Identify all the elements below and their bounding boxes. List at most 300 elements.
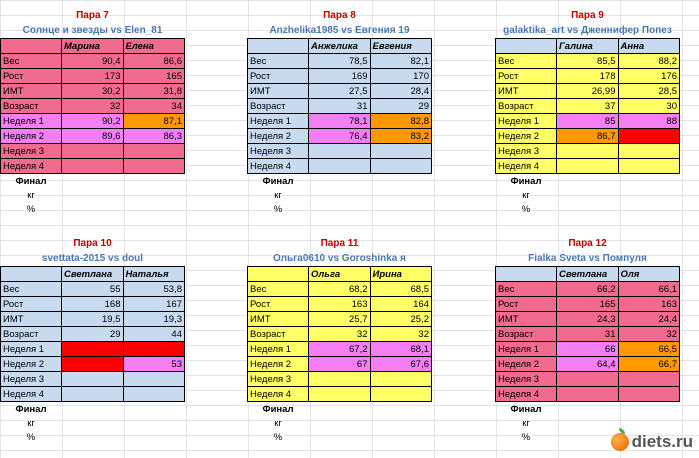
table-header-row: [1, 267, 185, 282]
diets-logo: [611, 432, 693, 452]
row-label[interactable]: Неделя 4: [496, 159, 557, 174]
final-label[interactable]: Финал: [510, 403, 542, 415]
row-label[interactable]: Неделя 1: [1, 114, 62, 129]
results-table: [0, 266, 185, 444]
pair-number: Пара 10: [73, 238, 112, 249]
value-cell-2[interactable]: 87,1: [123, 114, 185, 129]
value-cell-1[interactable]: [557, 159, 619, 174]
pair-block: [495, 8, 680, 216]
row-label[interactable]: Рост: [496, 297, 557, 312]
value-cell-1[interactable]: 163: [309, 297, 371, 312]
table-row: [248, 54, 432, 69]
row-label[interactable]: Рост: [1, 69, 62, 84]
participant-1-name[interactable]: Ольга: [309, 267, 371, 282]
row-label[interactable]: Неделя 2: [496, 357, 557, 372]
kg-label[interactable]: кг: [274, 189, 282, 201]
final-row: [1, 174, 185, 189]
participant-1-name[interactable]: Светлана: [62, 267, 124, 282]
table-row: [496, 297, 680, 312]
value-cell-1[interactable]: 85: [557, 114, 619, 129]
value-cell-2[interactable]: [370, 144, 432, 159]
percent-label[interactable]: %: [26, 431, 36, 443]
row-label[interactable]: ИМТ: [248, 312, 309, 327]
match-title: Солнце и звезды vs Elen_81: [22, 25, 163, 36]
kg-cell-2[interactable]: [618, 416, 680, 430]
table-row: [496, 327, 680, 342]
final-label[interactable]: Финал: [15, 175, 47, 187]
table-row: [1, 159, 185, 174]
value-cell-2[interactable]: [618, 372, 680, 387]
value-cell-1[interactable]: 90,4: [62, 54, 124, 69]
final-row: [496, 402, 680, 417]
value-cell-2[interactable]: 66,1: [618, 282, 680, 297]
row-label[interactable]: Неделя 3: [248, 144, 309, 159]
row-label[interactable]: Вес: [1, 282, 62, 297]
table-row: [496, 99, 680, 114]
final-cell-1[interactable]: [62, 174, 124, 189]
value-cell-2[interactable]: 32: [618, 327, 680, 342]
table-row: [496, 54, 680, 69]
row-label[interactable]: Возраст: [1, 327, 62, 342]
results-table: [495, 266, 680, 444]
final-label[interactable]: Финал: [262, 175, 294, 187]
table-header-row: [248, 267, 432, 282]
value-cell-2[interactable]: 88: [618, 114, 680, 129]
table-row: [1, 99, 185, 114]
value-cell-2[interactable]: 176: [618, 69, 680, 84]
row-label[interactable]: Рост: [1, 297, 62, 312]
value-cell-1[interactable]: 89,6: [62, 129, 124, 144]
value-cell-2[interactable]: 86,3: [123, 129, 185, 144]
row-label[interactable]: Неделя 3: [496, 372, 557, 387]
row-label[interactable]: Неделя 3: [496, 144, 557, 159]
value-cell-1[interactable]: 55: [62, 282, 124, 297]
value-cell-2[interactable]: [370, 372, 432, 387]
value-cell-2[interactable]: [123, 372, 185, 387]
participant-2-name[interactable]: Елена: [123, 39, 185, 54]
value-cell-1[interactable]: 90,2: [62, 114, 124, 129]
value-cell-2[interactable]: 88,2: [618, 54, 680, 69]
participant-2-name[interactable]: Наталья: [123, 267, 185, 282]
kg-row: [496, 416, 680, 430]
kg-label[interactable]: кг: [522, 189, 530, 201]
row-label[interactable]: Возраст: [496, 327, 557, 342]
value-cell-1[interactable]: [62, 387, 124, 402]
table-row: [496, 159, 680, 174]
kg-cell-2[interactable]: [123, 188, 185, 202]
participant-2-name[interactable]: Оля: [618, 267, 680, 282]
table-row: [1, 282, 185, 297]
row-label[interactable]: Неделя 4: [248, 387, 309, 402]
row-label[interactable]: Неделя 4: [248, 159, 309, 174]
value-cell-1[interactable]: [557, 387, 619, 402]
kg-row: [1, 188, 185, 202]
kg-label[interactable]: кг: [274, 417, 282, 429]
percent-cell-1[interactable]: [309, 202, 371, 216]
percent-cell-2[interactable]: [618, 202, 680, 216]
value-cell-2[interactable]: 31,8: [123, 84, 185, 99]
percent-row: [1, 430, 185, 444]
value-cell-1[interactable]: 29: [62, 327, 124, 342]
kg-cell-2[interactable]: [370, 416, 432, 430]
row-label[interactable]: Вес: [496, 54, 557, 69]
table-header-row: [1, 39, 185, 54]
value-cell-1[interactable]: 78,1: [309, 114, 371, 129]
value-cell-1[interactable]: 66,2: [557, 282, 619, 297]
value-cell-1[interactable]: 67,2: [309, 342, 371, 357]
value-cell-2[interactable]: [123, 387, 185, 402]
final-cell-2[interactable]: [123, 402, 185, 417]
pair-block: [0, 8, 185, 216]
value-cell-2[interactable]: [618, 129, 680, 144]
value-cell-1[interactable]: 66: [557, 342, 619, 357]
table-row: [248, 387, 432, 402]
pair-block: [247, 236, 432, 444]
percent-label[interactable]: %: [521, 203, 531, 215]
row-label[interactable]: ИМТ: [496, 84, 557, 99]
results-table: [247, 38, 432, 216]
value-cell-2[interactable]: 28,5: [618, 84, 680, 99]
value-cell-2[interactable]: 19,3: [123, 312, 185, 327]
value-cell-1[interactable]: 31: [309, 99, 371, 114]
percent-cell-1[interactable]: [557, 430, 619, 444]
participant-1-name[interactable]: Марина: [62, 39, 124, 54]
header-blank-cell[interactable]: [248, 39, 309, 54]
value-cell-1[interactable]: [62, 357, 124, 372]
value-cell-2[interactable]: 82,1: [370, 54, 432, 69]
final-row: [248, 174, 432, 189]
row-label[interactable]: Неделя 1: [496, 342, 557, 357]
percent-label[interactable]: %: [521, 431, 531, 443]
row-label[interactable]: Неделя 1: [496, 114, 557, 129]
final-cell-1[interactable]: [62, 402, 124, 417]
table-row: [1, 387, 185, 402]
value-cell-1[interactable]: 27,5: [309, 84, 371, 99]
row-label[interactable]: Неделя 2: [1, 357, 62, 372]
row-label[interactable]: Неделя 2: [248, 129, 309, 144]
table-row: [1, 357, 185, 372]
value-cell-1[interactable]: 173: [62, 69, 124, 84]
row-label[interactable]: Рост: [248, 297, 309, 312]
value-cell-2[interactable]: 82,8: [370, 114, 432, 129]
value-cell-2[interactable]: [123, 144, 185, 159]
participant-2-name[interactable]: Евгения: [370, 39, 432, 54]
row-label[interactable]: ИМТ: [1, 84, 62, 99]
kg-cell-1[interactable]: [557, 416, 619, 430]
pair-block: [0, 236, 185, 444]
pair-number: Пара 12: [568, 238, 607, 249]
row-label[interactable]: ИМТ: [1, 312, 62, 327]
final-cell-1[interactable]: [557, 402, 619, 417]
participant-1-name[interactable]: Галина: [557, 39, 619, 54]
final-cell-2[interactable]: [370, 402, 432, 417]
value-cell-1[interactable]: [557, 144, 619, 159]
table-row: [248, 114, 432, 129]
header-blank-cell[interactable]: [496, 39, 557, 54]
value-cell-2[interactable]: 29: [370, 99, 432, 114]
kg-cell-1[interactable]: [557, 188, 619, 202]
value-cell-1[interactable]: [62, 144, 124, 159]
kg-label[interactable]: кг: [27, 417, 35, 429]
table-row: [496, 69, 680, 84]
row-label[interactable]: Вес: [248, 282, 309, 297]
value-cell-2[interactable]: 170: [370, 69, 432, 84]
value-cell-2[interactable]: 32: [370, 327, 432, 342]
value-cell-2[interactable]: 34: [123, 99, 185, 114]
kg-cell-1[interactable]: [309, 188, 371, 202]
percent-cell-2[interactable]: [370, 430, 432, 444]
final-cell-2[interactable]: [123, 174, 185, 189]
table-row: [496, 357, 680, 372]
table-row: [496, 342, 680, 357]
table-header-row: [248, 39, 432, 54]
header-blank-cell[interactable]: [248, 267, 309, 282]
final-row: [1, 402, 185, 417]
row-label[interactable]: Неделя 4: [496, 387, 557, 402]
value-cell-1[interactable]: 31: [557, 327, 619, 342]
row-label[interactable]: Неделя 4: [1, 387, 62, 402]
row-label[interactable]: Неделя 1: [248, 114, 309, 129]
final-row: [496, 174, 680, 189]
row-label[interactable]: Возраст: [248, 99, 309, 114]
pair-number: Пара 9: [571, 10, 604, 21]
table-row: [248, 129, 432, 144]
percent-row: [1, 202, 185, 216]
final-cell-2[interactable]: [618, 402, 680, 417]
pair-number: Пара 8: [323, 10, 356, 21]
final-cell-2[interactable]: [618, 174, 680, 189]
percent-cell-1[interactable]: [557, 202, 619, 216]
match-title: Ольга0610 vs Goroshinka я: [273, 253, 406, 264]
value-cell-2[interactable]: 44: [123, 327, 185, 342]
pair-number: Пара 11: [320, 238, 359, 249]
value-cell-1[interactable]: 26,99: [557, 84, 619, 99]
results-table: [0, 38, 185, 216]
pair-number: Пара 7: [76, 10, 109, 21]
value-cell-1[interactable]: 32: [62, 99, 124, 114]
value-cell-1[interactable]: [62, 372, 124, 387]
table-row: [496, 312, 680, 327]
value-cell-1[interactable]: [309, 144, 371, 159]
value-cell-1[interactable]: 86,7: [557, 129, 619, 144]
kg-cell-2[interactable]: [618, 188, 680, 202]
table-row: [496, 144, 680, 159]
header-blank-cell[interactable]: [496, 267, 557, 282]
results-table: [495, 38, 680, 216]
value-cell-1[interactable]: 178: [557, 69, 619, 84]
value-cell-1[interactable]: 32: [309, 327, 371, 342]
value-cell-2[interactable]: [123, 159, 185, 174]
kg-label[interactable]: кг: [522, 417, 530, 429]
final-cell-2[interactable]: [370, 174, 432, 189]
table-row: [1, 342, 185, 357]
value-cell-2[interactable]: 86,6: [123, 54, 185, 69]
percent-row: [496, 202, 680, 216]
row-label[interactable]: Неделя 2: [496, 129, 557, 144]
value-cell-2[interactable]: 66,7: [618, 357, 680, 372]
row-label[interactable]: Вес: [1, 54, 62, 69]
value-cell-1[interactable]: 165: [557, 297, 619, 312]
row-label[interactable]: Рост: [248, 69, 309, 84]
table-row: [248, 312, 432, 327]
row-label[interactable]: Неделя 4: [1, 159, 62, 174]
table-row: [496, 282, 680, 297]
value-cell-2[interactable]: 68,5: [370, 282, 432, 297]
row-label[interactable]: Возраст: [496, 99, 557, 114]
value-cell-1[interactable]: 67: [309, 357, 371, 372]
percent-cell-1[interactable]: [62, 202, 124, 216]
participant-1-name[interactable]: Анжелика: [309, 39, 371, 54]
value-cell-2[interactable]: [370, 159, 432, 174]
table-row: [1, 372, 185, 387]
kg-cell-2[interactable]: [370, 188, 432, 202]
value-cell-2[interactable]: 66,5: [618, 342, 680, 357]
percent-label[interactable]: %: [273, 203, 283, 215]
final-label[interactable]: Финал: [510, 175, 542, 187]
final-cell-1[interactable]: [309, 402, 371, 417]
value-cell-1[interactable]: [309, 387, 371, 402]
table-row: [1, 114, 185, 129]
percent-label[interactable]: %: [26, 203, 36, 215]
table-row: [1, 129, 185, 144]
percent-cell-2[interactable]: [123, 430, 185, 444]
value-cell-2[interactable]: 67,6: [370, 357, 432, 372]
percent-cell-2[interactable]: [123, 202, 185, 216]
table-row: [496, 84, 680, 99]
value-cell-2[interactable]: [618, 159, 680, 174]
value-cell-1[interactable]: 76,4: [309, 129, 371, 144]
value-cell-2[interactable]: 163: [618, 297, 680, 312]
value-cell-2[interactable]: 53,8: [123, 282, 185, 297]
table-row: [1, 327, 185, 342]
table-row: [248, 84, 432, 99]
value-cell-2[interactable]: 167: [123, 297, 185, 312]
table-row: [496, 114, 680, 129]
value-cell-2[interactable]: 165: [123, 69, 185, 84]
value-cell-2[interactable]: 53: [123, 357, 185, 372]
value-cell-2[interactable]: 164: [370, 297, 432, 312]
kg-label[interactable]: кг: [27, 189, 35, 201]
match-title: Anzhelika1985 vs Евгения 19: [269, 25, 410, 36]
value-cell-1[interactable]: 169: [309, 69, 371, 84]
pair-block: [247, 8, 432, 216]
value-cell-2[interactable]: [123, 342, 185, 357]
table-row: [248, 342, 432, 357]
final-cell-1[interactable]: [557, 174, 619, 189]
value-cell-1[interactable]: 168: [62, 297, 124, 312]
table-row: [248, 327, 432, 342]
percent-label[interactable]: %: [273, 431, 283, 443]
percent-cell-1[interactable]: [62, 430, 124, 444]
value-cell-2[interactable]: 28,4: [370, 84, 432, 99]
table-header-row: [496, 267, 680, 282]
value-cell-1[interactable]: 25,7: [309, 312, 371, 327]
row-label[interactable]: Возраст: [1, 99, 62, 114]
final-label[interactable]: Финал: [15, 403, 47, 415]
value-cell-2[interactable]: 30: [618, 99, 680, 114]
row-label[interactable]: Неделя 1: [1, 342, 62, 357]
table-row: [248, 99, 432, 114]
value-cell-1[interactable]: 19,5: [62, 312, 124, 327]
logo-text: diets.ru: [631, 432, 693, 451]
value-cell-2[interactable]: 83,2: [370, 129, 432, 144]
final-label[interactable]: Финал: [262, 403, 294, 415]
final-cell-1[interactable]: [309, 174, 371, 189]
table-row: [1, 69, 185, 84]
table-header-row: [496, 39, 680, 54]
participant-2-name[interactable]: Ирина: [370, 267, 432, 282]
row-label[interactable]: Вес: [248, 54, 309, 69]
kg-row: [248, 188, 432, 202]
value-cell-2[interactable]: [618, 387, 680, 402]
value-cell-1[interactable]: 64,4: [557, 357, 619, 372]
header-blank-cell[interactable]: [1, 39, 62, 54]
table-row: [496, 129, 680, 144]
row-label[interactable]: Рост: [496, 69, 557, 84]
results-table: [247, 266, 432, 444]
table-row: [248, 69, 432, 84]
value-cell-1[interactable]: [557, 372, 619, 387]
value-cell-1[interactable]: 37: [557, 99, 619, 114]
value-cell-2[interactable]: 25,2: [370, 312, 432, 327]
row-label[interactable]: Возраст: [248, 327, 309, 342]
table-row: [1, 312, 185, 327]
value-cell-1[interactable]: 85,5: [557, 54, 619, 69]
table-row: [248, 282, 432, 297]
row-label[interactable]: Вес: [496, 282, 557, 297]
value-cell-1[interactable]: [309, 159, 371, 174]
table-row: [248, 159, 432, 174]
row-label[interactable]: Неделя 3: [1, 144, 62, 159]
value-cell-1[interactable]: 24,3: [557, 312, 619, 327]
value-cell-1[interactable]: [62, 342, 124, 357]
row-label[interactable]: Неделя 1: [248, 342, 309, 357]
table-row: [248, 372, 432, 387]
row-label[interactable]: Неделя 3: [248, 372, 309, 387]
percent-cell-2[interactable]: [370, 202, 432, 216]
participant-1-name[interactable]: Светлана: [557, 267, 619, 282]
value-cell-1[interactable]: [62, 159, 124, 174]
header-blank-cell[interactable]: [1, 267, 62, 282]
row-label[interactable]: Неделя 3: [1, 372, 62, 387]
table-row: [1, 84, 185, 99]
match-title: svettata-2015 vs doul: [41, 253, 144, 264]
kg-cell-1[interactable]: [309, 416, 371, 430]
value-cell-2[interactable]: [370, 387, 432, 402]
value-cell-1[interactable]: 68,2: [309, 282, 371, 297]
value-cell-1[interactable]: 78,5: [309, 54, 371, 69]
kg-cell-2[interactable]: [123, 416, 185, 430]
value-cell-2[interactable]: 68,1: [370, 342, 432, 357]
percent-cell-1[interactable]: [309, 430, 371, 444]
row-label[interactable]: Неделя 2: [1, 129, 62, 144]
row-label[interactable]: ИМТ: [248, 84, 309, 99]
table-row: [496, 372, 680, 387]
value-cell-2[interactable]: [618, 144, 680, 159]
value-cell-2[interactable]: 24,4: [618, 312, 680, 327]
kg-row: [248, 416, 432, 430]
kg-row: [496, 188, 680, 202]
row-label[interactable]: Неделя 2: [248, 357, 309, 372]
value-cell-1[interactable]: 30,2: [62, 84, 124, 99]
row-label[interactable]: ИМТ: [496, 312, 557, 327]
kg-cell-1[interactable]: [62, 416, 124, 430]
table-row: [1, 144, 185, 159]
table-row: [248, 144, 432, 159]
kg-cell-1[interactable]: [62, 188, 124, 202]
participant-2-name[interactable]: Анна: [618, 39, 680, 54]
value-cell-1[interactable]: [309, 372, 371, 387]
